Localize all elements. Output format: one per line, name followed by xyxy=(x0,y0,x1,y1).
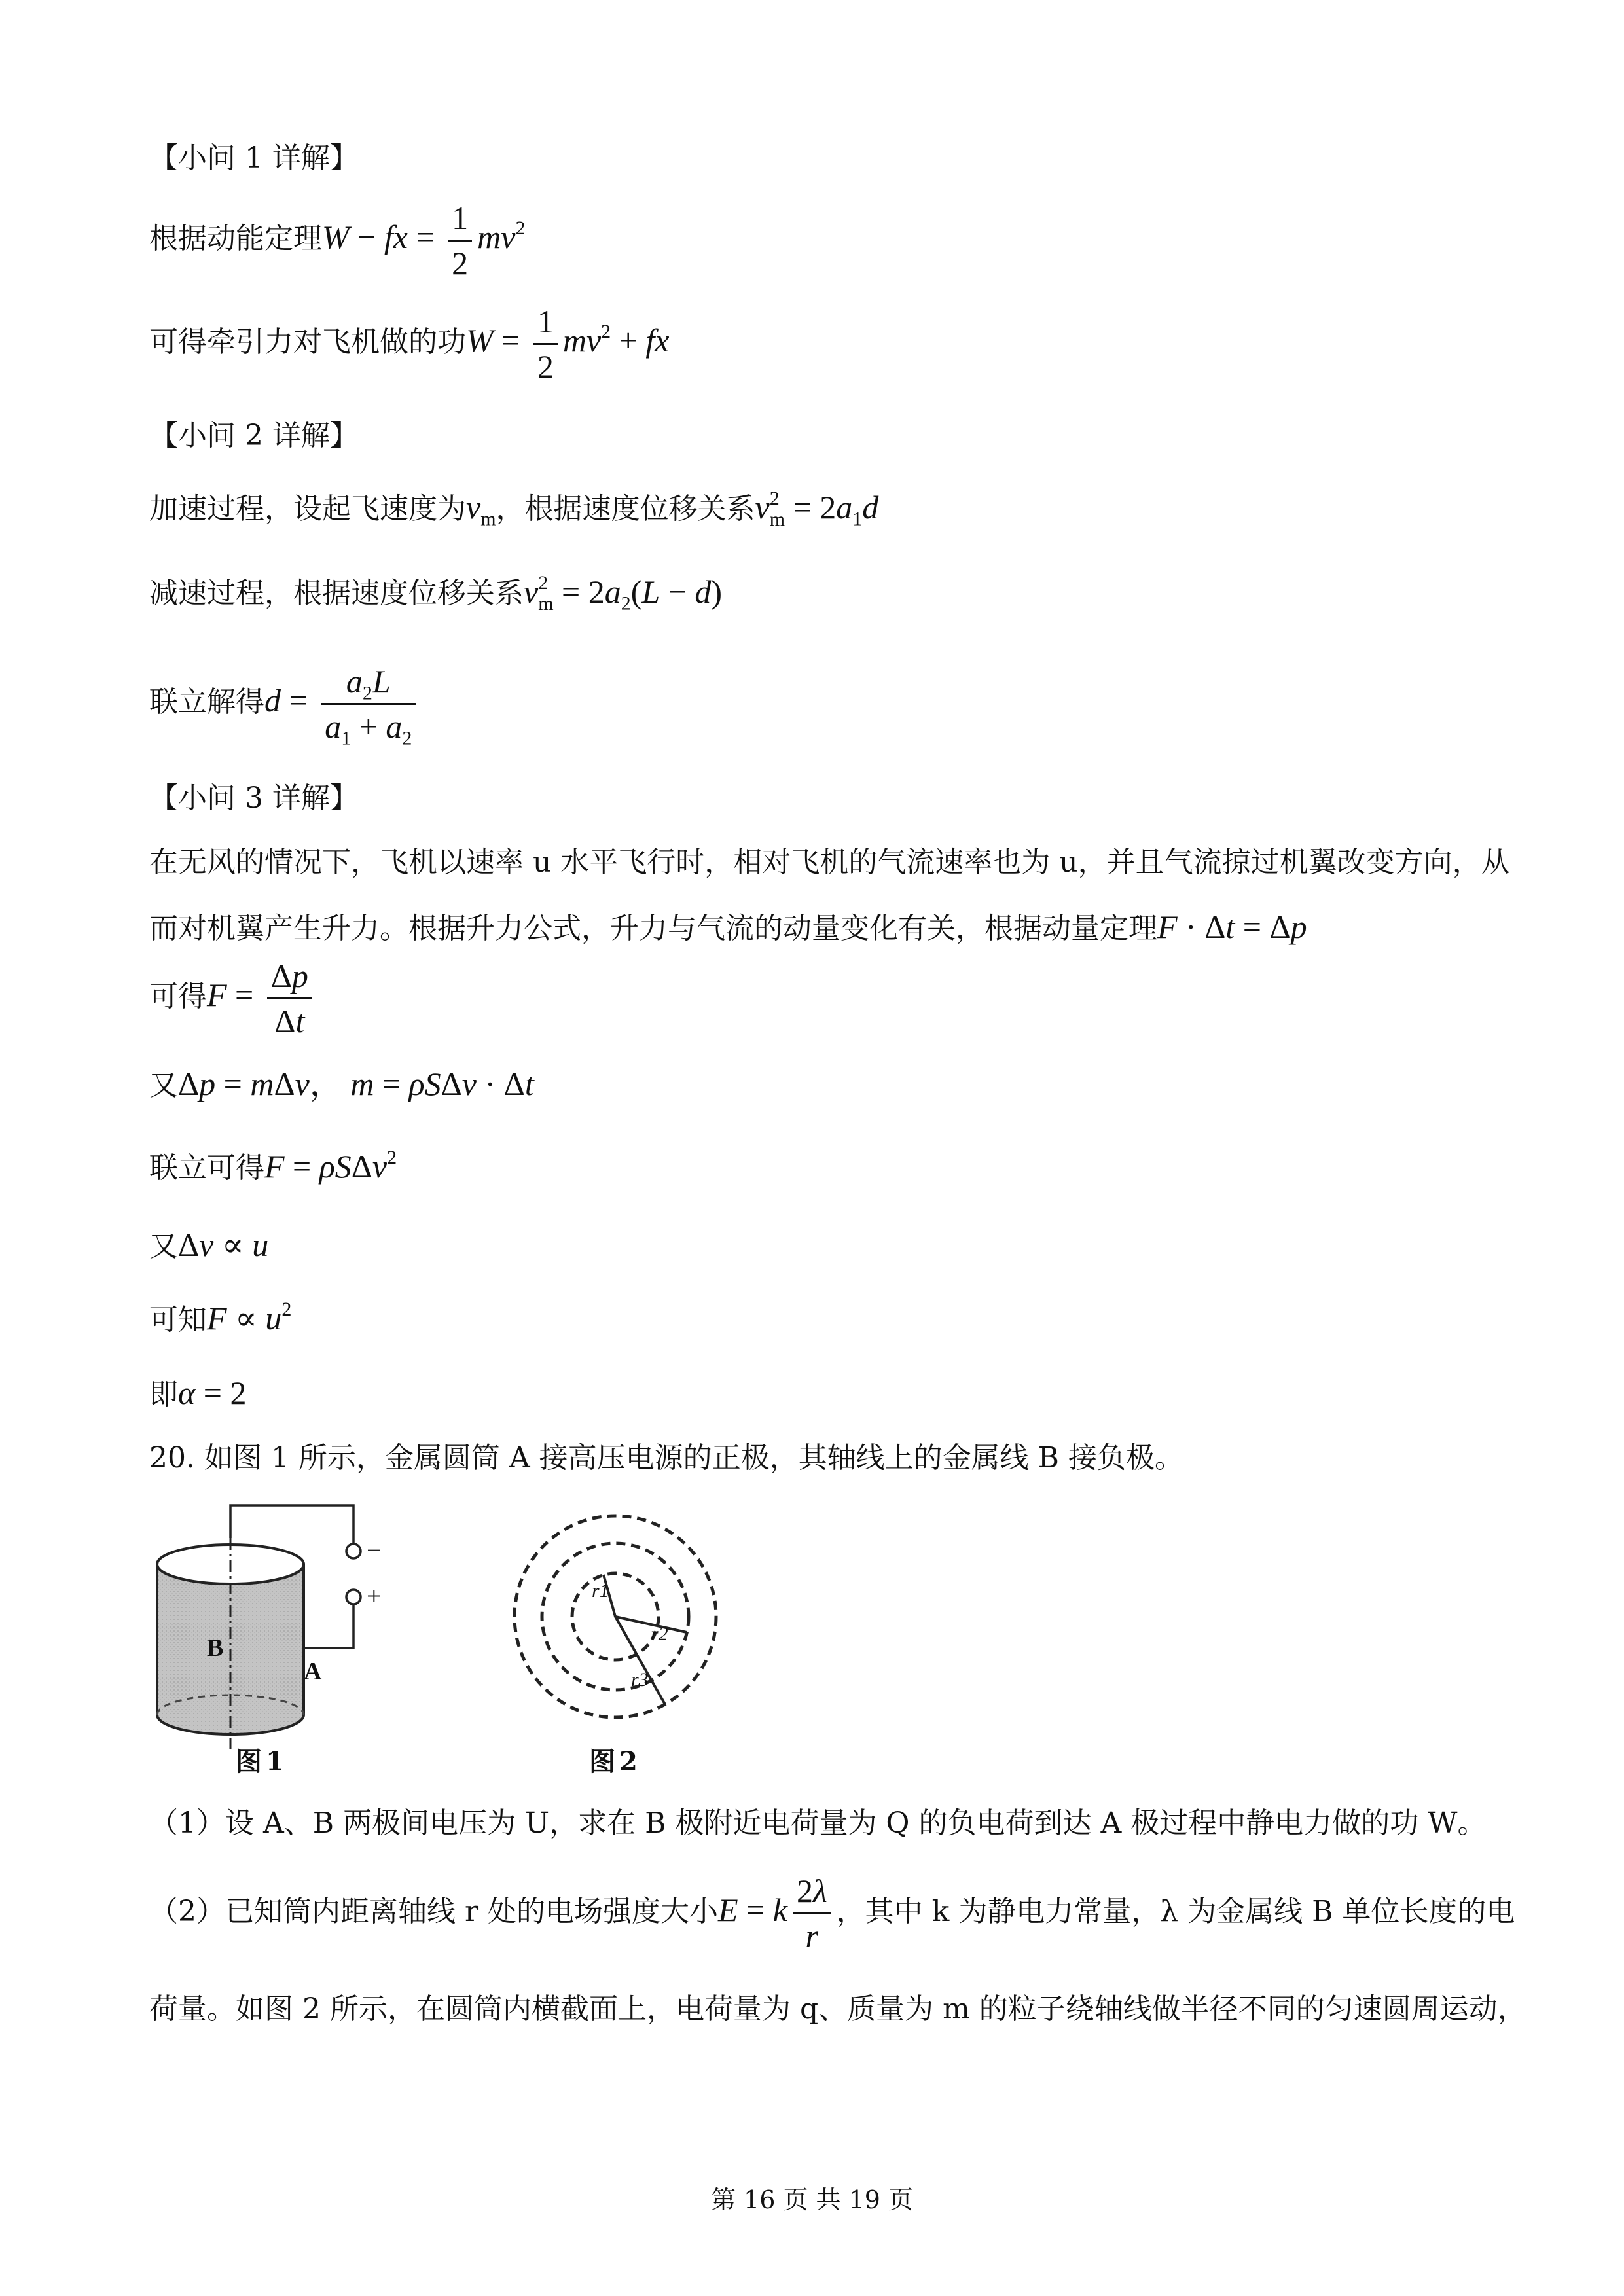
q3-eq-F-prop: $F \propto u^2$ xyxy=(207,1299,292,1336)
q1-line-1 xyxy=(149,198,526,282)
q2-eq-d: d = $\frac{a_2L}{a_1 + a_2}$ xyxy=(264,682,421,719)
fig1-label-b: B xyxy=(207,1634,224,1662)
problem-20-sub-2 xyxy=(149,1871,1515,1955)
terminal-negative xyxy=(346,1544,361,1558)
problem-20-sub-1: （1）设 A、B 两极间电压为 U，求在 B 极附近电荷量为 Q 的负电荷到达 A 极过程中静电力做的功 W。 xyxy=(149,1806,1487,1840)
q1-eq-work: W = $\frac{1}{2}$ $mv^2$ + fx xyxy=(466,303,670,386)
page-footer: 第 16 页 共 19 页 xyxy=(710,2185,914,2214)
figure-1-cylinder xyxy=(149,1492,437,1780)
wire-negative xyxy=(230,1505,353,1543)
q3-line-7 xyxy=(149,1299,291,1340)
q3-line-4-text: 又 xyxy=(149,1069,178,1102)
fig2-label-r1: r1 xyxy=(592,1580,609,1602)
q2-eq-decel: $v^2_m = 2a_2(L - d)$ xyxy=(524,572,723,615)
q3-eq-dv-prop: Δv ∝ u xyxy=(178,1227,269,1263)
q2-line-1-text2: ，根据速度位移关系 xyxy=(496,492,755,526)
q2-line-2-text: 减速过程，根据速度位移关系 xyxy=(149,577,524,610)
fig2-label-r3: r3 xyxy=(631,1669,649,1691)
problem-20-sub-3: 荷量。如图 2 所示，在圆筒内横截面上，电荷量为 q、质量为 m 的粒子绕轴线做半径不同的匀速圆周运动， xyxy=(149,1992,1526,2026)
figure-2-concentric-circles xyxy=(504,1505,727,1728)
q1-line-1-text: 根据动能定理 xyxy=(149,222,322,255)
q3-eq-force: F = $\frac{\Delta p}{\Delta t}$ xyxy=(207,977,317,1013)
problem-20-sub-2-text-b: ，其中 k 为静电力常量，λ 为金属线 B 单位长度的电 xyxy=(836,1895,1515,1928)
fig1-plus-sign: + xyxy=(367,1581,382,1611)
q2-line-3 xyxy=(149,661,421,749)
q2-line-2 xyxy=(149,572,722,613)
q3-line-3-text: 可得 xyxy=(149,980,207,1013)
q3-line-5 xyxy=(149,1147,397,1188)
q2-vm-symbol: $v_m$ xyxy=(466,489,496,530)
q3-eq-F-rho: F = ρSΔv$^2$ xyxy=(264,1147,397,1185)
q3-header: 【小问 3 详解】 xyxy=(149,781,359,815)
fig1-label-a: A xyxy=(304,1658,322,1685)
q3-line-3 xyxy=(149,956,317,1040)
q2-eq-accel: $v^2_m = 2a_1d$ xyxy=(755,488,879,530)
q2-line-1-text: 加速过程，设起飞速度为 xyxy=(149,492,466,526)
q1-line-2-text: 可得牵引力对飞机做的功 xyxy=(149,325,466,359)
eq-field-strength: E = k $\frac{2\lambda}{r}$ xyxy=(718,1892,837,1928)
q3-line-5-text: 联立可得 xyxy=(149,1151,264,1185)
q1-line-2 xyxy=(149,301,670,386)
q3-para-1: 在无风的情况下，飞机以速率 u 水平飞行时，相对飞机的气流速率也为 u，并且气流掠过机翼改变方向，从 xyxy=(149,846,1510,879)
q3-line-4 xyxy=(149,1064,534,1105)
wire-positive xyxy=(304,1605,353,1648)
q3-line-8-text: 即 xyxy=(149,1378,178,1411)
problem-20-sub-2-text-a: （2）已知筒内距离轴线 r 处的电场强度大小 xyxy=(149,1895,718,1928)
q3-line-6 xyxy=(149,1225,268,1266)
fig1-minus-sign: − xyxy=(367,1535,382,1565)
terminal-positive xyxy=(346,1590,361,1604)
q2-line-1 xyxy=(149,488,878,529)
q3-line-7-text: 可知 xyxy=(149,1303,207,1336)
q3-eq-dp-m: Δp = mΔv， m = ρSΔv · Δt xyxy=(178,1066,534,1102)
q3-eq-impulse: F · Δt = Δp xyxy=(1157,908,1307,945)
q1-eq-work-energy: W − fx = $\frac{1}{2}$ $mv^2$ xyxy=(322,200,526,282)
q3-line-8 xyxy=(149,1373,246,1414)
fig2-label-r2: r2 xyxy=(651,1623,668,1645)
problem-20-title: 20. 如图 1 所示，金属圆筒 A 接高压电源的正极，其轴线上的金属线 B 接负极。 xyxy=(149,1441,1183,1475)
q3-line-6-text: 又 xyxy=(149,1230,178,1263)
q3-para-2 xyxy=(149,907,1307,948)
q2-line-3-text: 联立解得 xyxy=(149,685,264,719)
figure-2-caption: 图2 xyxy=(589,1746,641,1777)
q3-eq-alpha: α = 2 xyxy=(178,1374,247,1411)
figure-1-caption: 图1 xyxy=(236,1746,288,1777)
q2-header: 【小问 2 详解】 xyxy=(149,419,359,452)
q1-header: 【小问 1 详解】 xyxy=(149,141,359,175)
q3-para-2-text: 而对机翼产生升力。根据升力公式，升力与气流的动量变化有关，根据动量定理 xyxy=(149,912,1157,945)
